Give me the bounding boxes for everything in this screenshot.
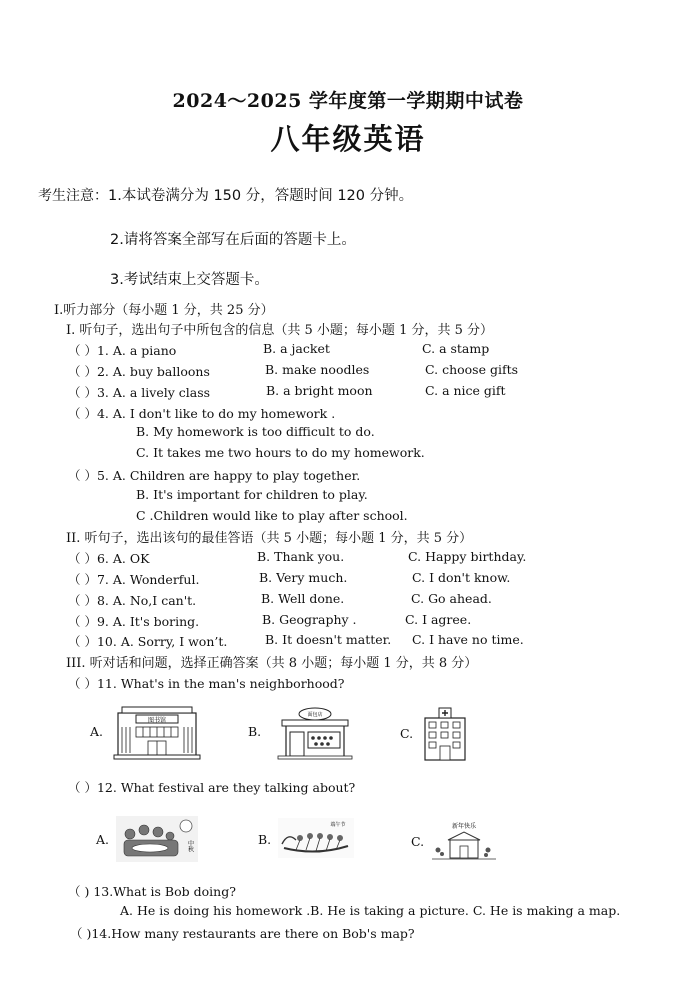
q1-option-c: C. a stamp	[422, 341, 490, 356]
q14-stem: （ )14.How many restaurants are there on Bob's map?	[70, 926, 415, 941]
q9-option-a: （ ）9. A. It's boring.	[68, 614, 200, 629]
exam-title: 2024～2025 学年度第一学期期中试卷	[172, 90, 524, 112]
new-year-text: 新年快乐	[451, 823, 477, 830]
q9-option-c: C. I agree.	[405, 612, 472, 627]
q10-option-b: B. It doesn't matter.	[265, 632, 392, 647]
section-ii-title: II. 听句子，选出该句的最佳答语（共 5 小题；每小题 1 分，共 5 分）	[66, 531, 473, 546]
q4-option-b: B. My homework is too difficult to do.	[136, 424, 375, 439]
q9-option-b: B. Geography .	[262, 612, 357, 627]
q12-label-b: B.	[258, 832, 272, 847]
mid-autumn-family-icon	[116, 816, 198, 862]
notice-label: 考生注意：	[38, 188, 108, 204]
q7-option-c: C. I don't know.	[412, 570, 511, 585]
q4-option-a: （ ）4. A. I don't like to do my homework .	[68, 406, 336, 421]
part1-title: I.听力部分（每小题 1 分，共 25 分）	[54, 303, 274, 318]
q12-stem: （ ）12. What festival are they talking about?	[68, 780, 356, 795]
notice-item-1: 1.本试卷满分为 150 分，答题时间 120 分钟。	[108, 188, 414, 204]
q1-option-a: （ ）1. A. a piano	[68, 343, 177, 358]
bakery-sign-text: 面包店	[307, 712, 323, 718]
library-sign-text: 图书馆	[147, 717, 167, 724]
notice-item-2: 2.请将答案全部写在后面的答题卡上。	[110, 232, 356, 248]
section-i-title: I. 听句子，选出句子中所包含的信息（共 5 小题；每小题 1 分，共 5 分）	[66, 323, 494, 338]
q5-option-b: B. It's important for children to play.	[136, 487, 368, 502]
q8-option-a: （ ）8. A. No,I can't.	[68, 593, 197, 608]
q13-options: A. He is doing his homework .B. He is taking a picture. C. He is making a map.	[120, 903, 621, 918]
q6-option-b: B. Thank you.	[257, 549, 345, 564]
bakery-building-icon	[276, 706, 354, 760]
q6-option-c: C. Happy birthday.	[408, 549, 527, 564]
notice-item-3: 3.考试结束上交答题卡。	[110, 272, 269, 288]
dragon-boat-text: 端午节	[330, 822, 346, 828]
q11-label-b: B.	[248, 724, 262, 739]
q2-option-a: （ ）2. A. buy balloons	[68, 364, 210, 379]
q6-option-a: （ ）6. A. OK	[68, 551, 150, 566]
dragon-boat-icon	[278, 818, 354, 858]
q12-label-a: A.	[96, 832, 110, 847]
q11-stem: （ ）11. What's in the man's neighborhood?	[68, 676, 345, 691]
section-iii-title: III. 听对话和问题，选择正确答案（共 8 小题；每小题 1 分，共 8 分）	[66, 656, 478, 671]
q12-label-c: C.	[411, 834, 425, 849]
q1-option-b: B. a jacket	[263, 341, 330, 356]
new-year-house-icon	[430, 820, 498, 862]
q5-option-c: C .Children would like to play after school.	[136, 508, 408, 523]
q5-option-a: （ ）5. A. Children are happy to play together.	[68, 468, 361, 483]
q3-option-b: B. a bright moon	[266, 383, 373, 398]
q13-stem: （ ) 13.What is Bob doing?	[68, 884, 236, 899]
q7-option-b: B. Very much.	[259, 570, 348, 585]
q11-label-c: C.	[400, 726, 414, 741]
exam-subtitle: 八年级英语	[270, 122, 426, 156]
library-building-icon	[112, 703, 202, 761]
q2-option-b: B. make noodles	[265, 362, 370, 377]
q3-option-c: C. a nice gift	[425, 383, 506, 398]
mid-autumn-text: 中秋	[186, 840, 194, 852]
q10-option-a: （ ）10. A. Sorry, I won’t.	[68, 634, 228, 649]
hospital-building-icon	[421, 706, 469, 762]
q7-option-a: （ ）7. A. Wonderful.	[68, 572, 200, 587]
q2-option-c: C. choose gifts	[425, 362, 519, 377]
q3-option-a: （ ）3. A. a lively class	[68, 385, 211, 400]
q4-option-c: C. It takes me two hours to do my homework.	[136, 445, 425, 460]
q8-option-c: C. Go ahead.	[411, 591, 492, 606]
q10-option-c: C. I have no time.	[412, 632, 524, 647]
q11-label-a: A.	[90, 724, 104, 739]
q8-option-b: B. Well done.	[261, 591, 345, 606]
